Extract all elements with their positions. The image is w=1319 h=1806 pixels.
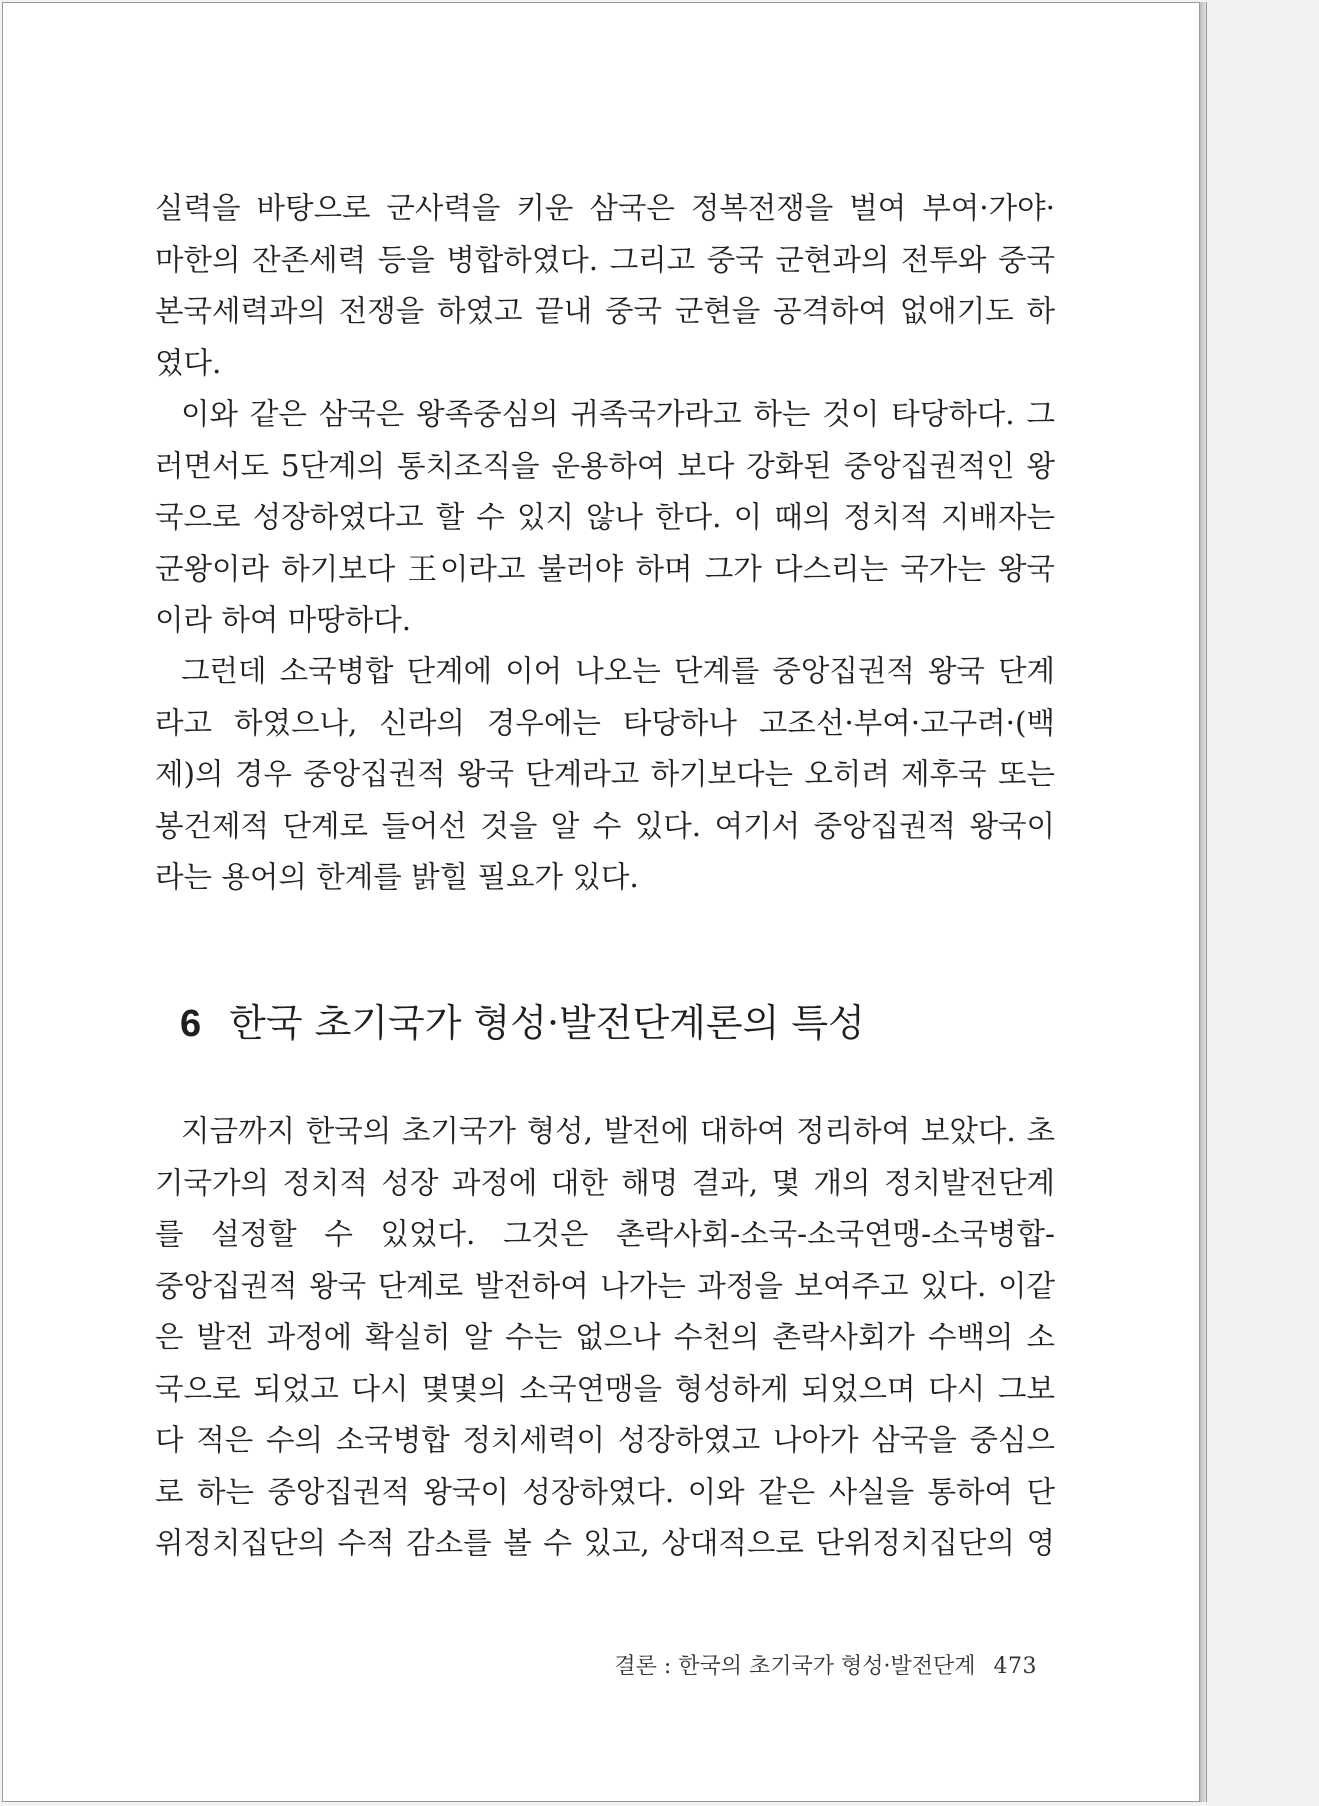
page-edge bbox=[1200, 2, 1207, 1802]
running-head: 결론 : 한국의 초기국가 형성·발전단계 bbox=[614, 1654, 976, 1679]
paragraph-line: 다 적은 수의 소국병합 정치세력이 성장하였고 나아가 삼국을 중심으 bbox=[155, 1423, 1055, 1457]
paragraph-line: 군왕이라 하기보다 王이라고 불러야 하며 그가 다스리는 국가는 왕국 bbox=[155, 551, 1055, 586]
paragraph-line: 지금까지 한국의 초기국가 형성, 발전에 대하여 정리하여 보았다. 초 bbox=[181, 1114, 1055, 1148]
paragraph-2 bbox=[155, 389, 1055, 647]
paragraph-line: 봉건제적 단계로 들어선 것을 알 수 있다. 여기서 중앙집권적 왕국이 bbox=[155, 808, 1055, 843]
page-footer bbox=[560, 1652, 1037, 1682]
paragraph-line: 였다. bbox=[155, 345, 222, 380]
paragraph-3 bbox=[155, 646, 1055, 904]
section-number: 6 bbox=[180, 1003, 202, 1045]
paragraph-line: 위정치집단의 수적 감소를 볼 수 있고, 상대적으로 단위정치집단의 영 bbox=[155, 1526, 1055, 1560]
paragraph-line: 를 설정할 수 있었다. 그것은 촌락사회-소국-소국연맹-소국병합- bbox=[155, 1217, 1055, 1251]
paragraph-line: 국으로 성장하였다고 할 수 있지 않나 한다. 이 때의 정치적 지배자는 bbox=[155, 500, 1055, 534]
paragraph-line: 라고 하였으나, 신라의 경우에는 타당하나 고조선·부여·고구려·(백 bbox=[155, 705, 1055, 740]
paragraph-line: 로 하는 중앙집권적 왕국이 성장하였다. 이와 같은 사실을 통하여 단 bbox=[155, 1474, 1055, 1509]
paragraph-line: 기국가의 정치적 성장 과정에 대한 해명 결과, 몇 개의 정치발전단계 bbox=[155, 1165, 1055, 1200]
paragraph-line: 본국세력과의 전쟁을 하였고 끝내 중국 군현을 공격하여 없애기도 하 bbox=[155, 294, 1055, 328]
paragraph-line: 국으로 되었고 다시 몇몇의 소국연맹을 형성하게 되었으며 다시 그보 bbox=[155, 1371, 1055, 1406]
paragraph-line: 제)의 경우 중앙집권적 왕국 단계라고 하기보다는 오히려 제후국 또는 bbox=[155, 757, 1055, 791]
section-title: 한국 초기국가 형성·발전단계론의 특성 bbox=[229, 1001, 865, 1045]
paragraph-line: 중앙집권적 왕국 단계로 발전하여 나가는 과정을 보여주고 있다. 이같 bbox=[155, 1268, 1055, 1303]
paragraph-1 bbox=[155, 183, 1055, 389]
paragraph-4 bbox=[155, 1106, 1055, 1570]
paragraph-line: 이와 같은 삼국은 왕족중심의 귀족국가라고 하는 것이 타당하다. 그 bbox=[181, 397, 1055, 431]
paragraph-line: 은 발전 과정에 확실히 알 수는 없으나 수천의 촌락사회가 수백의 소 bbox=[155, 1320, 1055, 1354]
paragraph-line: 마한의 잔존세력 등을 병합하였다. 그리고 중국 군현과의 전투와 중국 bbox=[155, 242, 1055, 277]
paragraph-line: 러면서도 5단계의 통치조직을 운용하여 보다 강화된 중앙집권적인 왕 bbox=[155, 448, 1055, 483]
paragraph-line: 실력을 바탕으로 군사력을 키운 삼국은 정복전쟁을 벌여 부여·가야· bbox=[155, 191, 1055, 225]
paragraph-line: 이라 하여 마땅하다. bbox=[155, 603, 412, 637]
page-number: 473 bbox=[993, 1654, 1037, 1679]
paragraph-line: 그런데 소국병합 단계에 이어 나오는 단계를 중앙집권적 왕국 단계 bbox=[181, 654, 1055, 688]
section-heading bbox=[180, 998, 865, 1049]
paragraph-line: 라는 용어의 한계를 밝힐 필요가 있다. bbox=[155, 860, 639, 894]
